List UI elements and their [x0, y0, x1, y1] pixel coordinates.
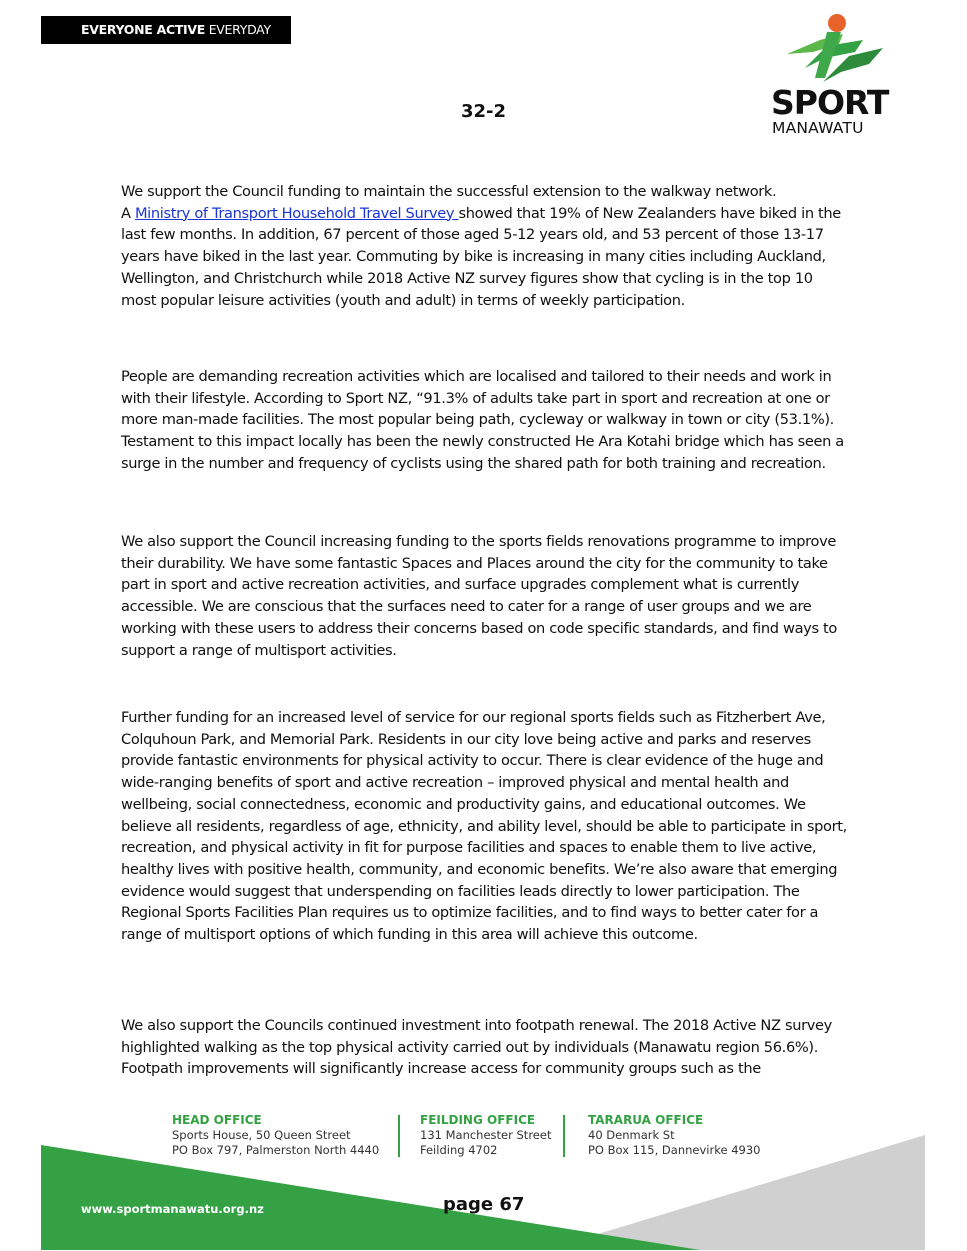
travel-survey-link[interactable]: Ministry of Transport Household Travel Survey	[134, 204, 459, 222]
feilding-office	[420, 1113, 551, 1158]
head-office-pobox: PO Box 797, Palmerston North 4440	[172, 1143, 380, 1157]
paragraph-walkway-text: showed that 19% of New Zealanders have biked in the last few months. In addition, 67 percent of those aged 5-12 years old, and 53 percent of those 13-17 years have biked in the last year. Commuting by bike is increasing in many cities including Auckland, Wellington, and Christchurch while 2018 Active NZ survey figures show that cycling is in the top 10 most popular leisure activities (youth and adult) in terms of weekly participation.	[121, 204, 841, 309]
feilding-office-town: Feilding 4702	[420, 1143, 498, 1157]
tararua-office	[588, 1113, 760, 1158]
tararua-office-address: 40 Denmark St	[588, 1128, 675, 1142]
head-office	[172, 1113, 379, 1158]
paragraph-prefix: A	[121, 204, 135, 222]
paragraph-regional-funding: Further funding for an increased level of service for our regional sports fields such as Fitzherbert Ave, Colquhoun Park, and Memorial Park. Residents in our city love being active and parks and reserves provide fantastic environments for physical activity to occur. There is clear evidence of the huge and wide-ranging benefits of sport and active recreation – improved physical and mental health and wellbeing, social connectedness, economic and productivity gains, and educational outcomes. We believe all residents, regardless of age, ethnicity, and ability level, should be able to participate in sport, recreation, and physical activity in fit for purpose facilities and spaces to enable them to live active, healthy lives with positive health, community, and economic benefits. We’re also aware that emerging evidence would suggest that underspending on facilities leads directly to lower participation. The Regional Sports Facilities Plan requires us to optimize facilities, and to find ways to better cater for a range of multisport options of which funding in this area will achieve this outcome.	[121, 709, 847, 944]
footer-divider	[398, 1115, 400, 1157]
paragraph-sports-fields: We also support the Council increasing funding to the sports fields renovations programme to improve their durability. We have some fantastic Spaces and Places around the city for the community to take part in sport and active recreation activities, and surface upgrades complement what is currently accessible. We are conscious that the surfaces need to cater for a range of user groups and we are working with these users to address their concerns based on code specific standards, and find ways to support a range of multisport activities.	[121, 533, 837, 659]
footer-divider	[563, 1115, 565, 1157]
paragraph-recreation-demand: People are demanding recreation activities which are localised and tailored to their needs and work in with their lifestyle. According to Sport NZ, “91.3% of adults take part in sport and recreation at one or more man-made facilities. The most popular being path, cycleway or walkway in town or city (53.1%). Testament to this impact locally has been the newly constructed He Ara Kotahi bridge which has seen a surge in the number and frequency of cyclists using the shared path for both training and recreation.	[121, 368, 844, 472]
tararua-office-title: TARARUA OFFICE	[588, 1113, 704, 1127]
website-link[interactable]: www.sportmanawatu.org.nz	[81, 1202, 264, 1216]
feilding-office-address: 131 Manchester Street	[420, 1128, 552, 1142]
logo-sport-text: SPORT	[771, 83, 889, 122]
tagline-bold: EVERYONE ACTIVE	[81, 22, 206, 37]
tagline-rest: EVERYDAY	[205, 22, 271, 37]
page-number: page 67	[443, 1194, 525, 1215]
document-number: 32-2	[460, 101, 507, 122]
paragraph-walkway-line1: We support the Council funding to maintain the successful extension to the walkway network.	[121, 183, 777, 200]
head-office-title: HEAD OFFICE	[172, 1113, 262, 1127]
feilding-office-title: FEILDING OFFICE	[420, 1113, 536, 1127]
logo-manawatu-text: MANAWATU	[772, 119, 864, 137]
paragraph-footpath: We also support the Councils continued investment into footpath renewal. The 2018 Active NZ survey highlighted walking as the top physical activity carried out by individuals (Manawatu region 56.6%). Footpath improvements will significantly increase access for community groups such as the	[121, 1017, 832, 1078]
tararua-office-pobox: PO Box 115, Dannevirke 4930	[588, 1143, 761, 1157]
head-office-address: Sports House, 50 Queen Street	[172, 1128, 351, 1142]
